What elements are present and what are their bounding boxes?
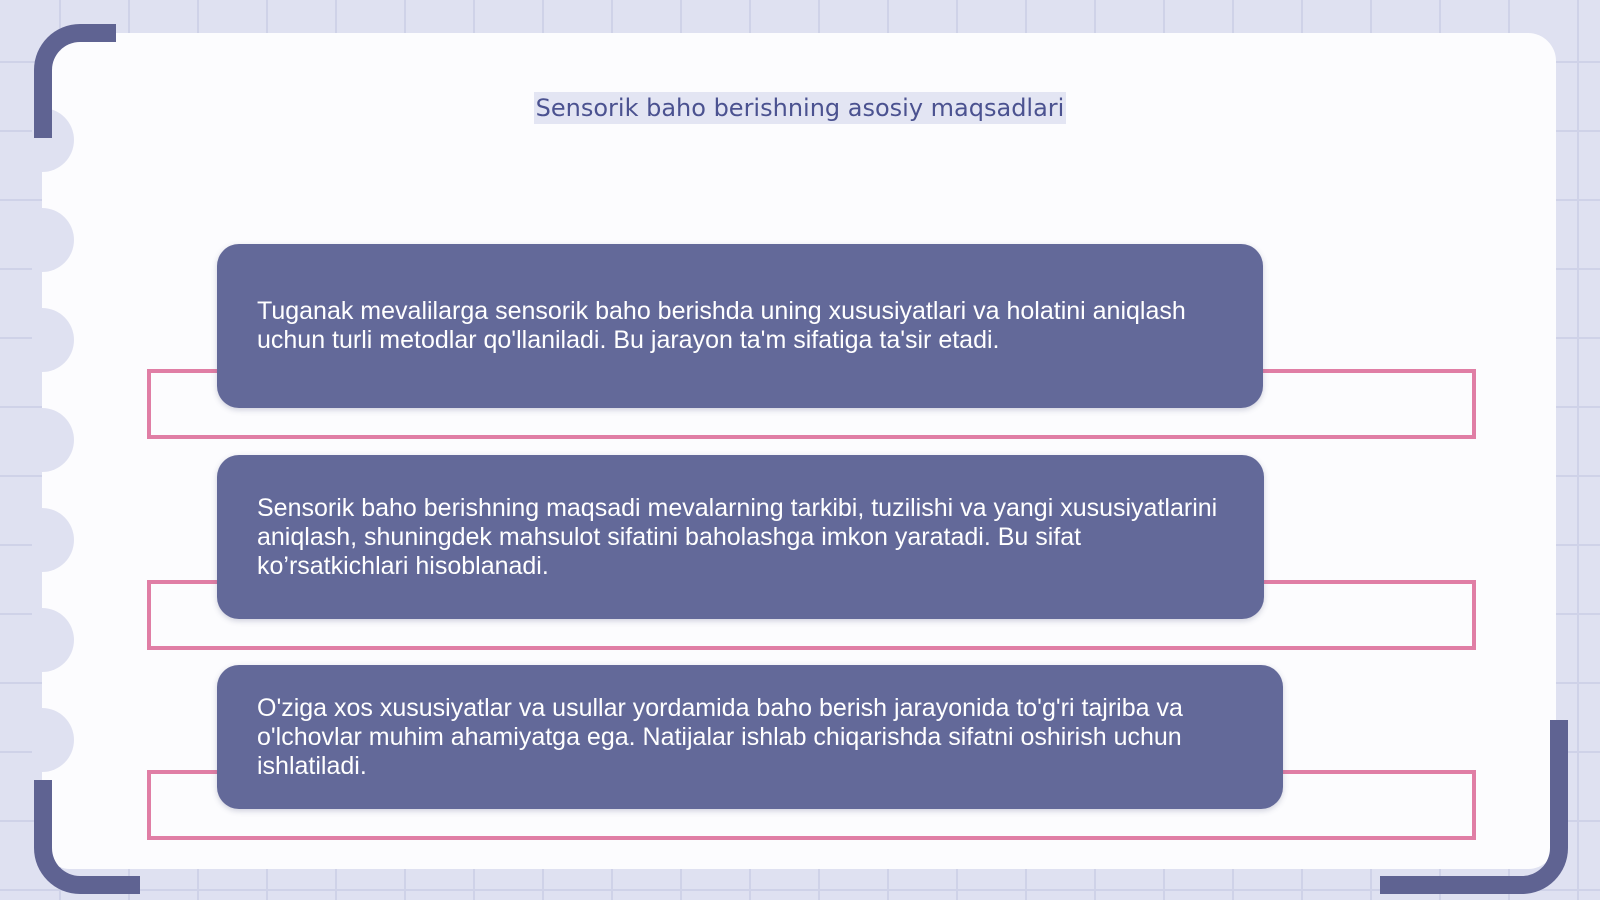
goal-card: [217, 455, 1264, 619]
slide-title-text: Sensorik baho berishning asosiy maqsadlari: [535, 94, 1065, 122]
goal-text: Sensorik baho berishning maqsadi mevalarning tarkibi, tuzilishi va yangi xususiyatlarini aniqlash, shuningdek mahsulot sifatini baholashga imkon yaratadi. Bu sifat ko’rsatkichlari hisoblanadi.: [257, 493, 1218, 580]
goal-card: [217, 665, 1283, 809]
slide-title: [0, 94, 1600, 122]
goal-text: O'ziga xos xususiyatlar va usullar yordamida baho berish jarayonida to'g'ri tajriba va o'lchovlar muhim ahamiyatga ega. Natijalar ishlab chiqarishda sifatni oshirish uchun ishlatiladi.: [257, 693, 1183, 780]
corner-bracket-bottom-left: [34, 780, 140, 894]
goal-text: Tuganak mevalilarga sensorik baho berishda uning xususiyatlari va holatini aniqlash uchun turli metodlar qo'llaniladi. Bu jarayon ta'm sifatiga ta'sir etadi.: [257, 297, 1186, 354]
goal-card: [217, 244, 1263, 408]
